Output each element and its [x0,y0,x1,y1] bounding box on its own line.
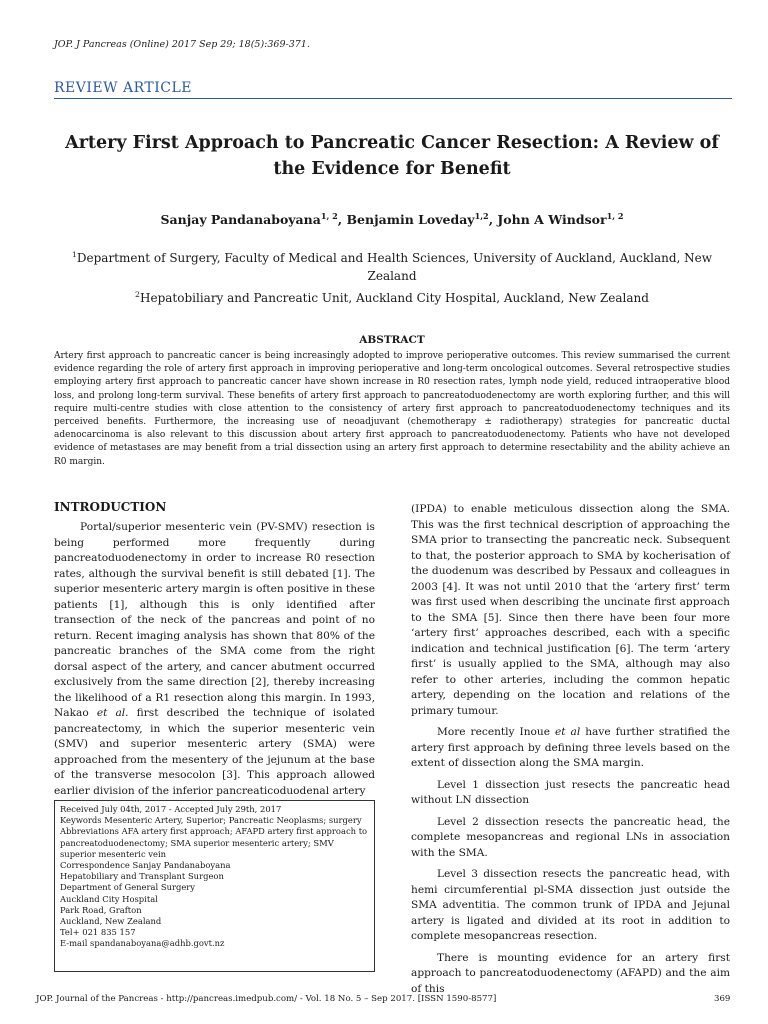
keywords-line: Keywords Mesenteric Artery, Superior; Pancreatic Neoplasms; surgery [60,815,362,826]
address-line: Department of General Surgery [60,882,196,893]
correspondence-line: Correspondence Sanjay Pandanaboyana [60,860,231,871]
paragraph: There is mounting evidence for an artery first approach to pancreatoduodenectomy (AFAPD) and the aim of this [411,951,730,995]
address-line: Park Road, Grafton [60,904,142,915]
abstract-text: Artery first approach to pancreatic cancer is being increasingly adopted to improve perioperative outcomes. This review summarised the current evidence regarding the role of artery first approach in improving perioperative and long-term oncological outcomes. Several retrospective studies employing artery first approach to pancreatic cancer have shown increase in R0 resection rates, lymph node yield, reduced intraoperative blood loss, and prolong long-term survival. These benefits of artery first approach to pancreatoduodenectomy are worth exploring further, and this will require multi-centre studies with close attention to the consistency of artery first approach to pancreatoduodenectomy techniques and its perceived benefits. Furthermore, the increasing use of neoadjuvant (chemotherapy ± radiotherapy) strategies for pancreatic ductal adenocarcinoma is also relevant to this discussion about artery first approach to pancreatoduodenectomy. Patients who have not developed evidence of metastases are may benefit from a trial dissection using an artery first approach to determine resectability and the ability achieve an R0 margin. [54,351,730,467]
address-line: Hepatobiliary and Transplant Surgeon [60,871,224,882]
paragraph: Level 3 dissection resects the pancreatic head, with hemi circumferential pl-SMA dissection just outside the SMA adventitia. The common trunk of IPDA and Jejunal artery is ligated and divided at its root in addition to complete mesopancreas resection. [411,868,730,942]
author-name: , Benjamin Loveday [337,212,475,227]
email-line: E-mail spandanaboyana@adhb.govt.nz [60,938,225,949]
paragraph: (IPDA) to enable meticulous dissection along the SMA. This was the first technical description of approaching the SMA prior to transecting the pancreatic neck. Subsequent to that, the posterior approach to SMA by kocherisation of the duodenum was described by Pessaux and colleagues in 2003 [4]. It was not until 2010 that the ‘artery first’ term was first used when describing the uncinate first approach to the SMA [5]. Since then there have been four more ‘artery first’ approaches described, each with a specific indication and technical justification [6]. The term ‘artery first’ is usually applied to the SMA, although may also refer to other arteries, including the common hepatic artery, depending on the location and relations of the primary tumour. [411,503,730,717]
paragraph [411,725,730,772]
affiliation-text: Hepatobiliary and Pancreatic Unit, Auckland City Hospital, Auckland, New Zealand [140,291,649,305]
article-title: Artery First Approach to Pancreatic Cancer Resection: A Review of the Evidence for Benefit [65,133,719,179]
italic-text: et al. [96,707,129,719]
affiliation-number: 1 [71,250,77,259]
author-name: , John A Windsor [488,212,607,227]
affiliation-1 [54,249,730,285]
page-footer: JOP. Journal of the Pancreas - http://pancreas.imedpub.com/ - Vol. 18 No. 5 – Sep 2017. [ISSN 1590-8577] [36,994,497,1004]
paragraph-text: have further stratified the artery first approach by defining three levels based on the extent of dissection along the SMA margin. [411,726,730,769]
address-line: Auckland City Hospital [60,893,158,904]
section-label: REVIEW ARTICLE [54,80,192,96]
paragraph: Level 2 dissection resects the pancreatic head, the complete mesopancreas and regional LNs in association with the SMA. [411,815,730,859]
paragraph: Level 1 dissection just resects the pancreatic head without LN dissection [411,778,730,806]
author-name: Sanjay Pandanaboyana [160,212,321,227]
author-affil-sup: 1, 2 [320,210,338,221]
author-affil-sup: 1,2 [474,210,489,221]
affiliation-text: Department of Surgery, Faculty of Medical and Health Sciences, University of Auckland, Auckland, New Zealand [76,251,713,283]
abbreviations-line: Abbreviations AFA artery first approach; AFAPD artery first approach to pancreatoduodenectomy; SMA superior mesenteric artery; SMV superior mesenteric vein [60,826,368,859]
received-line: Received July 04th, 2017 - Accepted July 29th, 2017 [60,804,282,814]
journal-citation: JOP. J Pancreas (Online) 2017 Sep 29; 18(5):369-371. [54,39,310,50]
abstract-heading: ABSTRACT [359,334,425,346]
phone-line: Tel+ 021 835 157 [60,927,136,938]
introduction-heading: INTRODUCTION [54,500,167,514]
page-number: 369 [714,994,731,1004]
paragraph-text: More recently Inoue [437,726,555,738]
header-divider [54,98,732,99]
paragraph-text: first described the technique of isolated pancreatectomy, in which the superior mesenteric vein (SMV) and superior mesenteric artery (SMA) were approached from the mesentery of the jejunum at the base of the transverse mesocolon [3]. This approach allowed earlier division of the inferior pancreaticoduodenal artery [54,707,375,797]
right-column [411,502,730,1003]
author-list [54,212,730,227]
article-info-box [54,800,375,972]
affiliation-2 [54,289,730,307]
left-column [54,520,375,805]
paragraph [54,520,375,799]
italic-text: et al [555,726,581,738]
address-line: Auckland, New Zealand [60,916,162,927]
author-affil-sup: 1, 2 [606,210,624,221]
affiliation-number: 2 [135,290,141,299]
paragraph-text: Portal/superior mesenteric vein (PV-SMV) resection is being performed more frequently during pancreatoduodenectomy in order to increase R0 resection rates, although the survival benefit is still debated [1]. The superior mesenteric artery margin is often positive in these patients [1], although this is only identified after transection of the neck of the pancreas and point of no return. Recent imaging analysis has shown that 80% of the pancreatic branches of the SMA come from the right dorsal aspect of the artery, and cancer abutment occurred exclusively from the same direction [2], thereby increasing the likelihood of a R1 resection along this margin. In 1993, Nakao [54,521,375,719]
